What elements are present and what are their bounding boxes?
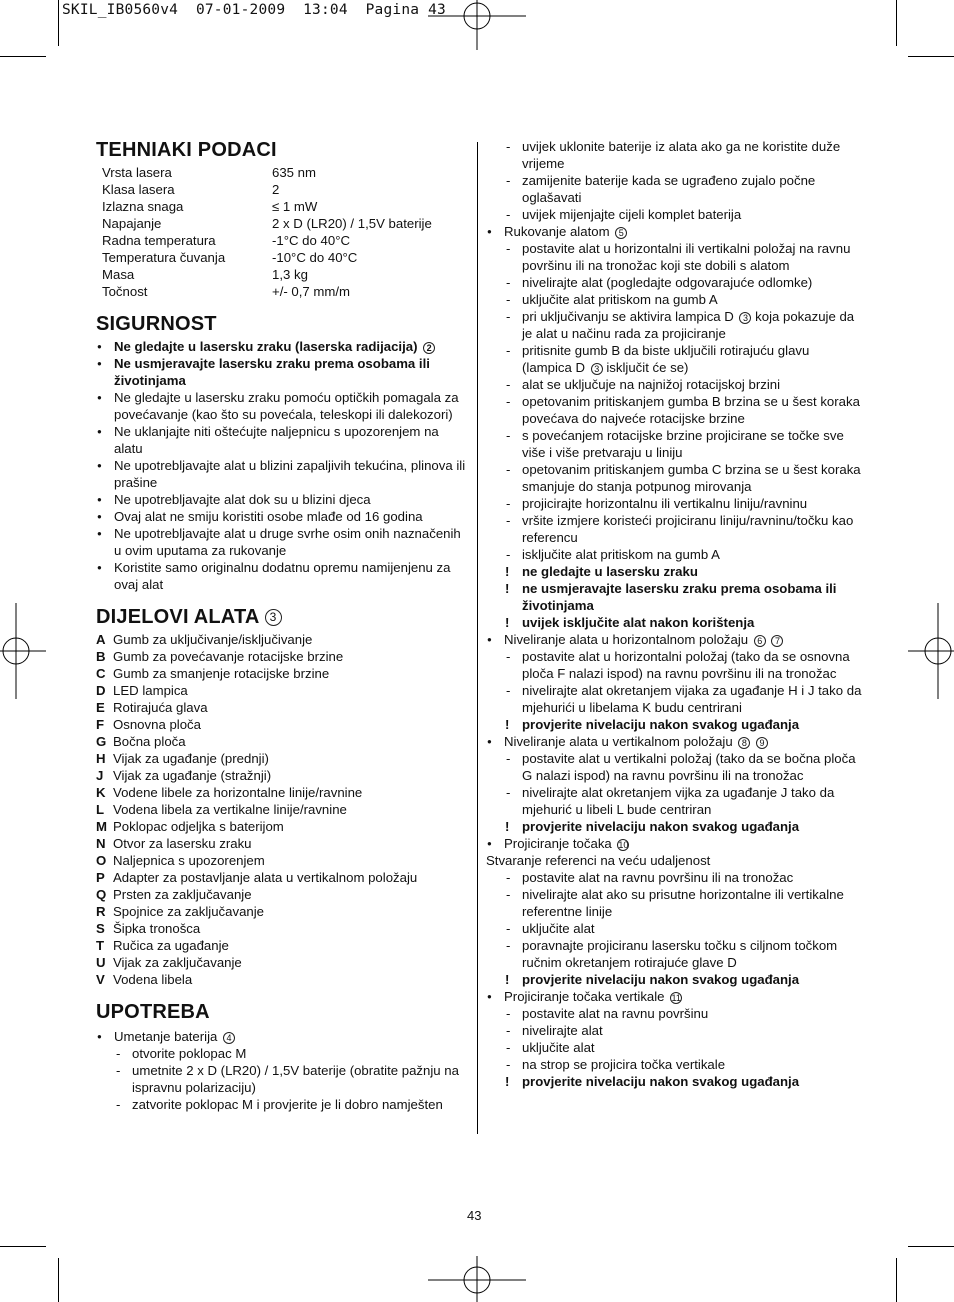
item-text: opetovanim pritiskanjem gumba B brzina se u šest koraka povećava do najveće rotacijske brzine [522,394,860,426]
part-row [96,631,468,648]
item-text: postavite alat u horizontalni ili vertikalni položaj na ravnu površinu ili na tronožac koji ste dobili s alatom [522,241,851,273]
warning-item [486,971,862,988]
part-text: Vodene libele za horizontalne linije/ravnine [113,785,363,800]
item-text: Niveliranje alata u vertikalnom položaju [504,734,733,749]
part-text: Poklopac odjeljka s baterijom [113,819,284,834]
list-item [96,338,468,355]
item-text: Rukovanje alatom [504,224,610,239]
part-row [96,971,468,988]
figure-ref: 8 [738,737,750,749]
list-item: ● Ne upotrebljavajte alat dok su u blizini djeca [96,491,468,508]
item-text: postavite alat na ravnu površinu ili na tronožac [522,870,794,885]
registration-mark-bottom [428,1256,526,1302]
spec-label: Vrsta lasera [102,165,172,180]
item-text: uključite alat [522,1040,595,1055]
spec-value: -1°C do 40°C [272,233,350,248]
part-text: Vijak za zaključavanje [113,955,242,970]
part-text: Gumb za uključivanje/isključivanje [113,632,313,647]
part-key: N [96,836,106,851]
section-title-tech: TEHNIAKI PODACI [96,139,277,161]
warning-item [486,716,862,733]
part-key: S [96,921,105,936]
part-row [96,682,468,699]
list-item: ● Ne upotrebljavajte alat u druge svrhe osim onih naznačenih u ovim uputama za rukovanje [96,525,468,559]
item-text-tail: koja pokazuje da je alat u načinu rada za projiciranje [522,309,855,341]
dash-item [486,461,862,495]
part-key: D [96,683,106,698]
dash-item [486,512,862,546]
item-text: alat se uključuje na najnižoj rotacijskoj brzini [522,377,781,392]
crop-mark [0,1246,46,1247]
spec-value: 2 [272,182,280,197]
dash-item [486,1005,862,1022]
item-text: postavite alat na ravnu površinu [522,1006,709,1021]
part-key: A [96,632,106,647]
dash-item [486,1056,862,1073]
list-item: ● Ne upotrebljavajte alat u blizini zapaljivih tekućina, plinova ili prašine [96,457,468,491]
part-text: Spojnice za zaključavanje [113,904,265,919]
item-text: Stvaranje referenci na veću udaljenost [486,853,711,868]
part-row [96,954,468,971]
usage-list-left [96,1028,468,1113]
item-text: nivelirajte alat okretanjem vijaka za ugađanje H i J tako da mjehurići u libelama K budu centrirani [522,683,862,715]
usage-list-right [486,138,862,1090]
item-text: postavite alat u vertikalni položaj (tako da se bočna ploča G nalazi ispod) na ravnu površinu ili na tronožac [522,751,856,783]
dash-item [486,427,862,461]
registration-mark-top [428,0,526,50]
part-text: LED lampica [113,683,188,698]
dash-item [486,886,862,920]
part-row [96,801,468,818]
crop-mark [908,1246,954,1247]
item-text: provjerite nivelaciju nakon svakog ugađanja [522,717,800,732]
list-item: ● Ne uklanjajte niti oštećujte naljepnicu s upozorenjem na alatu [96,423,468,457]
item-text: provjerite nivelaciju nakon svakog ugađanja [522,1074,800,1089]
spec-label: Masa [102,267,135,282]
spec-value: -10°C do 40°C [272,250,358,265]
item-text: umetnite 2 x D (LR20) / 1,5V baterije (obratite pažnju na ispravnu polarizaciju) [132,1063,459,1095]
item-text: ne usmjeravajte lasersku zraku prema osobama ili životinjama [522,581,837,613]
item-text: na strop se projicira točka vertikale [522,1057,726,1072]
figure-ref: 3 [265,609,282,626]
crop-mark [0,56,46,57]
part-row [96,937,468,954]
part-key: H [96,751,106,766]
part-key: M [96,819,107,834]
bullet-item [486,631,862,648]
part-text: Gumb za povećavanje rotacijske brzine [113,649,344,664]
part-row [96,869,468,886]
item-text: Ne gledajte u lasersku zraku (laserska radijacija) [114,339,418,354]
dash-item [486,920,862,937]
item-text: uključite alat [522,921,595,936]
item-text: Projiciranje točaka [504,836,612,851]
item-text: vršite izmjere koristeći projiciranu liniju/ravninu/točku kao referencu [522,513,854,545]
part-key: C [96,666,106,681]
spec-label: Napajanje [102,216,162,231]
part-row [96,920,468,937]
part-row [96,852,468,869]
bullet-item [486,835,862,852]
item-text: nivelirajte alat ako su prisutne horizontalne ili vertikalne referentne linije [522,887,844,919]
part-text: Osnovna ploča [113,717,201,732]
spec-table [102,164,468,300]
item-text: uvijek isključite alat nakon korištenja [522,615,755,630]
parts-title-text: DIJELOVI ALATA [96,606,259,628]
item-text: Niveliranje alata u horizontalnom položaju [504,632,749,647]
crop-mark [908,56,954,57]
part-text: Prsten za zaključavanje [113,887,252,902]
part-row [96,784,468,801]
part-row [96,767,468,784]
item-text: isključite alat pritiskom na gumb A [522,547,720,562]
right-column [486,138,862,1090]
bullet-item [486,223,862,240]
item-text: provjerite nivelaciju nakon svakog ugađanja [522,819,800,834]
figure-ref: 3 [739,312,751,324]
crop-mark [58,0,59,46]
spec-value: 1,3 kg [272,267,308,282]
part-text: Vijak za ugađanje (prednji) [113,751,269,766]
warning-item [486,580,862,614]
item-text: postavite alat u horizontalni položaj (tako da se osnovna ploča F nalazi ispod) na ravnu površinu ili na tronožac [522,649,850,681]
list-item: ● Ovaj alat ne smiju koristiti osobe mlađe od 16 godina [96,508,468,525]
list-item: ● Koristite samo originalnu dodatnu opremu namijenjenu za ovaj alat [96,559,468,593]
dash-item [486,172,862,206]
item-text: opetovanim pritiskanjem gumba C brzina se u šest koraka smanjuje do stanja potpunog mirovanja [522,462,861,494]
list-item: ● Ne gledajte u lasersku zraku pomoću optičkih pomagala za povećavanje (kao što su povećala, teleskopi ili dalekozori) [96,389,468,423]
bullet-item [96,1028,468,1045]
registration-mark-right [908,603,954,699]
dash-item [96,1062,468,1096]
part-row [96,835,468,852]
part-key: Q [96,887,107,902]
warning-item [486,1073,862,1090]
section-title-usage: UPOTREBA [96,1001,210,1023]
dash-item [486,1022,862,1039]
dash-item [96,1096,468,1113]
part-text: Adapter za postavljanje alata u vertikalnom položaju [113,870,418,885]
safety-list [96,338,468,593]
bullet-item [486,988,862,1005]
part-key: E [96,700,105,715]
dash-item [486,308,862,342]
spec-value: 2 x D (LR20) / 1,5V baterije [272,216,432,231]
part-row [96,903,468,920]
item-text: otvorite poklopac M [132,1046,247,1061]
figure-ref: 3 [591,363,603,375]
part-key: F [96,717,105,732]
spec-label: Točnost [102,284,148,299]
warning-item [486,818,862,835]
part-row [96,699,468,716]
item-text: zamijenite baterije kada se ugrađeno zujalo počne oglašavati [522,173,816,205]
figure-ref: 11 [671,992,681,1003]
item-text: provjerite nivelaciju nakon svakog ugađanja [522,972,800,987]
figure-ref: 5 [615,227,627,239]
dash-item [486,750,862,784]
part-text: Šipka tronošca [113,921,201,936]
item-text: Projiciranje točaka vertikale [504,989,665,1004]
part-text: Gumb za smanjenje rotacijske brzine [113,666,330,681]
figure-ref: 9 [756,737,768,749]
dash-item [486,1039,862,1056]
item-text: uključite alat pritiskom na gumb A [522,292,718,307]
part-text: Vodena libela za vertikalne linije/ravnine [113,802,347,817]
registration-mark-left [0,603,46,699]
part-row [96,665,468,682]
part-key: U [96,955,106,970]
page-number: 43 [467,1208,482,1223]
dash-item [96,1045,468,1062]
crop-mark [58,1258,59,1302]
part-row [96,733,468,750]
figure-ref: 6 [754,635,766,647]
item-text: nivelirajte alat [522,1023,603,1038]
item-text: pritisnite gumb B da biste uključili rotirajuću glavu (lampica D [522,343,810,375]
part-key: B [96,649,106,664]
part-row [96,818,468,835]
item-text: uvijek uklonite baterije iz alata ako ga ne koristite duže vrijeme [522,139,841,171]
figure-ref: 10 [618,839,629,850]
column-divider [477,142,478,1134]
spec-label: Klasa lasera [102,182,175,197]
part-text: Naljepnica s upozorenjem [113,853,265,868]
spec-value: ≤ 1 mW [272,199,318,214]
warning-item [486,563,862,580]
spec-label: Izlazna snaga [102,199,184,214]
item-text: nivelirajte alat okretanjem vijka za ugađanje J tako da mjehurić u libeli L bude centriran [522,785,835,817]
figure-ref: 2 [423,342,435,354]
dash-item [486,546,862,563]
section-title-parts [96,605,468,629]
part-text: Vijak za ugađanje (stražnji) [113,768,272,783]
figure-ref: 7 [771,635,783,647]
dash-item [486,495,862,512]
part-key: J [96,768,104,783]
part-key: G [96,734,107,749]
part-key: L [96,802,105,817]
part-row [96,716,468,733]
list-item: ● Ne usmjeravajte lasersku zraku prema osobama ili životinjama [96,355,468,389]
warning-item [486,614,862,631]
left-column [96,138,468,1113]
paragraph [486,852,862,869]
spec-label: Temperatura čuvanja [102,250,226,265]
dash-item [486,869,862,886]
bullet-item [486,733,862,750]
part-key: K [96,785,106,800]
dash-item [486,682,862,716]
item-text: projicirajte horizontalnu ili vertikalnu liniju/ravninu [522,496,808,511]
spec-label: Radna temperatura [102,233,216,248]
part-text: Otvor za lasersku zraku [113,836,252,851]
item-text: poravnajte projiciranu lasersku točku s ciljnom točkom ručnim okretanjem rotirajuće glave D [522,938,838,970]
part-key: P [96,870,105,885]
figure-ref: 4 [223,1032,235,1044]
spec-value: +/- 0,7 mm/m [272,284,351,299]
part-key: V [96,972,105,987]
item-text: uvijek mijenjajte cijeli komplet baterija [522,207,742,222]
dash-item [486,648,862,682]
crop-mark [896,0,897,46]
part-text: Bočna ploča [113,734,186,749]
dash-item [486,240,862,274]
spec-value: 635 nm [272,165,316,180]
part-key: O [96,853,107,868]
item-text: s povećanjem rotacijske brzine projicirane se točke sve više i više pretvaraju u liniju [522,428,844,460]
dash-item [486,138,862,172]
part-key: T [96,938,105,953]
print-header: SKIL_IB0560v4 07-01-2009 13:04 Pagina 43 [62,2,446,18]
item-text: Umetanje baterija [114,1029,218,1044]
dash-item [486,937,862,971]
dash-item [486,393,862,427]
item-text: zatvorite poklopac M i provjerite je li dobro namješten [132,1097,443,1112]
dash-item [486,206,862,223]
item-text: nivelirajte alat (pogledajte odgovarajuće odlomke) [522,275,813,290]
dash-item [486,274,862,291]
dash-item [486,291,862,308]
dash-item [486,376,862,393]
dash-item [486,342,862,376]
crop-mark [896,1258,897,1302]
item-text-tail: isključit će se) [602,360,689,375]
part-row [96,648,468,665]
part-text: Ručica za ugađanje [113,938,229,953]
section-title-safety: SIGURNOST [96,313,217,335]
part-row [96,886,468,903]
part-key: R [96,904,106,919]
item-text: ne gledajte u lasersku zraku [522,564,698,579]
part-text: Vodena libela [113,972,193,987]
parts-list [96,631,468,988]
part-text: Rotirajuća glava [113,700,208,715]
item-text: pri uključivanju se aktivira lampica D [522,309,734,324]
part-row [96,750,468,767]
dash-item [486,784,862,818]
